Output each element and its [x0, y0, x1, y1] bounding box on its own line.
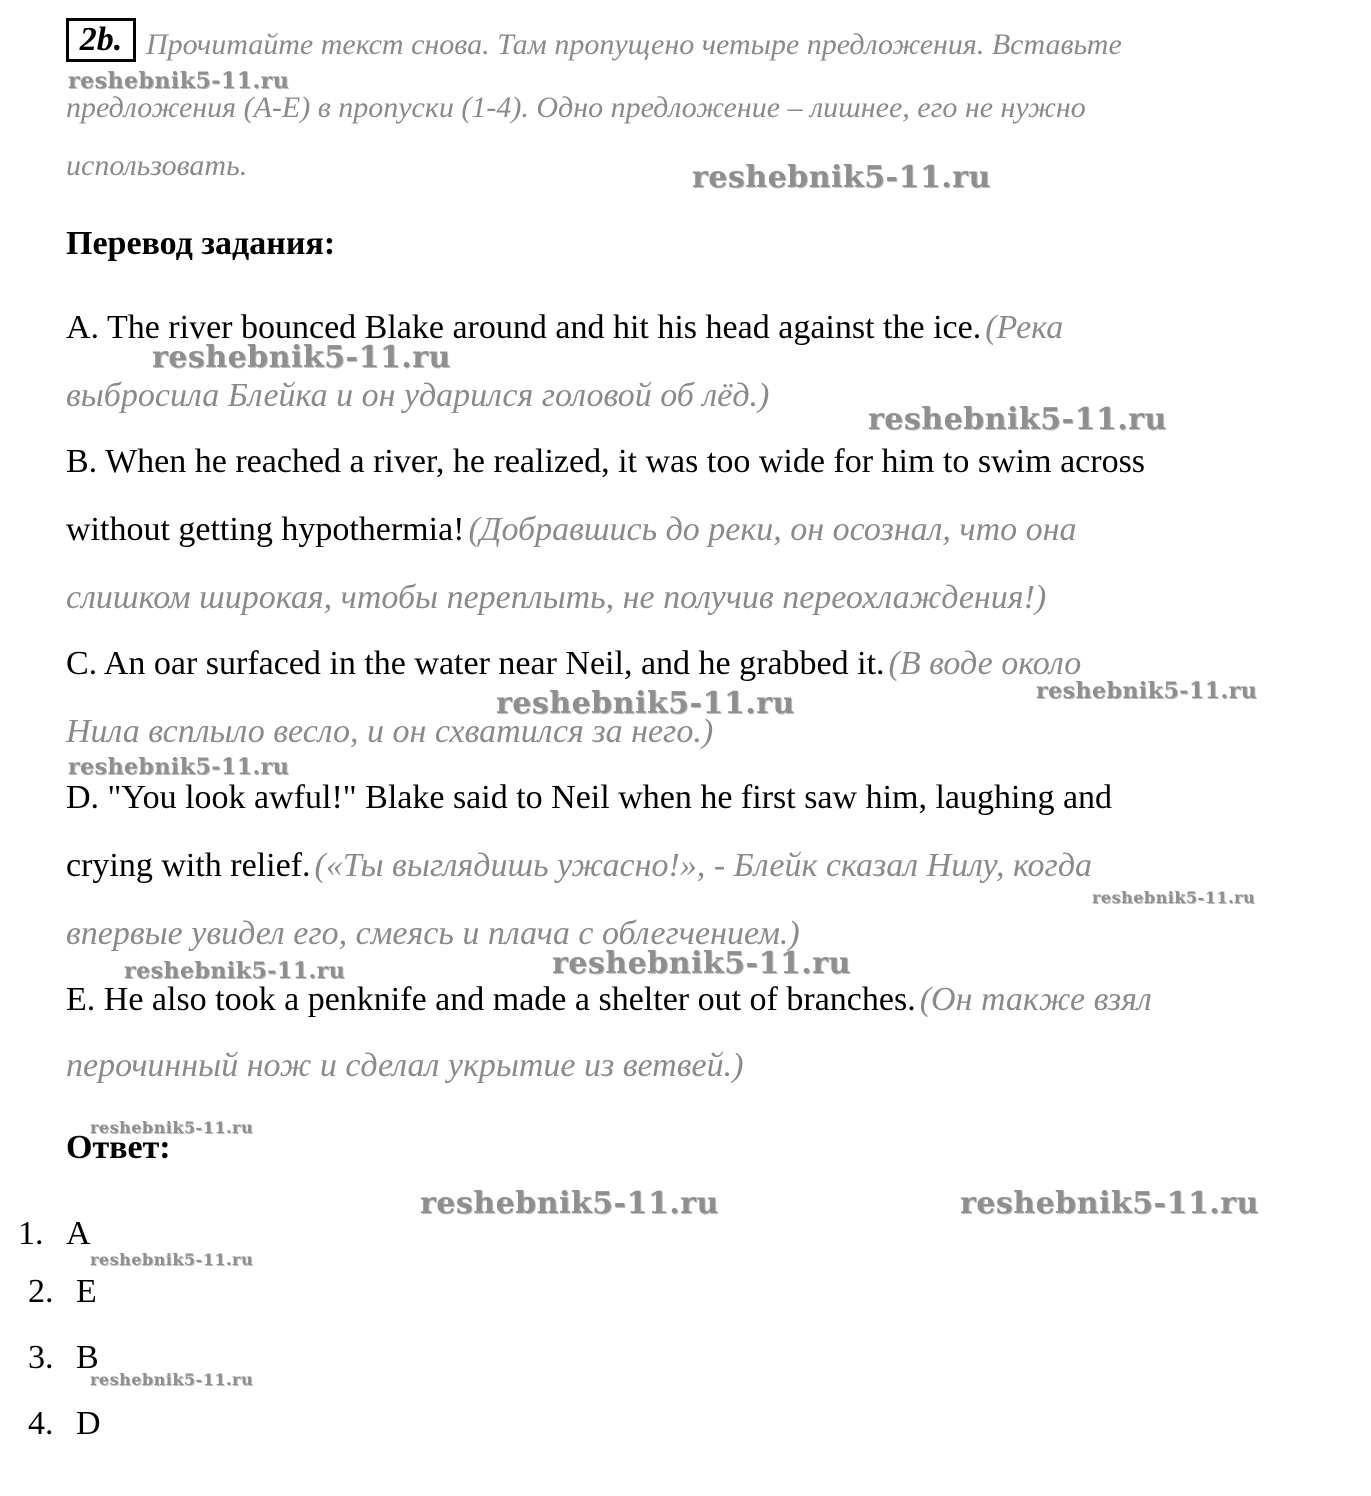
- watermark: reshebnik5-11.ru: [960, 1186, 1259, 1221]
- watermark: reshebnik5-11.ru: [152, 340, 451, 375]
- answer-number: 3.: [28, 1339, 54, 1376]
- item-b-russian-start: (Добравшись до реки, он осознал, что она: [468, 511, 1077, 548]
- item-b-english-2: without getting hypothermia!: [66, 511, 465, 548]
- answer-item: [28, 1404, 101, 1444]
- answer-value: D: [76, 1405, 101, 1442]
- item-a-english: A. The river bounced Blake around and hit his head against the ice.: [66, 309, 982, 346]
- item-e-russian-start: (Он также взял: [919, 981, 1152, 1018]
- watermark: reshebnik5-11.ru: [552, 946, 851, 981]
- instruction-line-3: использовать.: [66, 149, 248, 182]
- answer-item: [18, 1214, 91, 1254]
- item-d-english-1: D. "You look awful!" Blake said to Neil when he first saw him, laughing and: [66, 779, 1113, 816]
- watermark: reshebnik5-11.ru: [496, 686, 795, 721]
- answer-value: E: [76, 1273, 97, 1310]
- item-e-line-1: [66, 980, 1152, 1020]
- answer-value: A: [66, 1215, 91, 1252]
- instruction-line-2: предложения (A-E) в пропуски (1-4). Одно предложение – лишнее, его не нужно: [66, 91, 1086, 124]
- item-c-line-1: [66, 644, 1081, 684]
- watermark: reshebnik5-11.ru: [90, 1118, 254, 1137]
- instruction-line-1: Прочитайте текст снова. Там пропущено четыре предложения. Вставьте: [146, 28, 1122, 61]
- item-c-english: C. An oar surfaced in the water near Neil, and he grabbed it.: [66, 645, 885, 682]
- translation-heading: Перевод задания:: [66, 225, 336, 262]
- item-a-russian: выбросила Блейка и он ударился головой об лёд.): [66, 377, 770, 414]
- item-d-english-2: crying with relief.: [66, 847, 311, 884]
- item-b-english-1: B. When he reached a river, he realized, it was too wide for him to swim across: [66, 443, 1146, 480]
- answer-number: 1.: [18, 1215, 44, 1252]
- item-b-line-2: [66, 510, 1077, 550]
- task-number-badge: 2b.: [66, 18, 136, 62]
- item-d-russian: впервые увидел его, смеясь и плача с облегчением.): [66, 915, 800, 952]
- answer-number: 2.: [28, 1273, 54, 1310]
- watermark: reshebnik5-11.ru: [1036, 678, 1258, 704]
- item-e-english: E. He also took a penknife and made a shelter out of branches.: [66, 981, 916, 1018]
- watermark: reshebnik5-11.ru: [68, 754, 290, 780]
- watermark: reshebnik5-11.ru: [90, 1250, 254, 1269]
- watermark: reshebnik5-11.ru: [68, 68, 290, 94]
- watermark: reshebnik5-11.ru: [868, 402, 1167, 437]
- watermark: reshebnik5-11.ru: [90, 1370, 254, 1389]
- item-e-russian: перочинный нож и сделал укрытие из ветвей.): [66, 1047, 744, 1084]
- watermark: reshebnik5-11.ru: [420, 1186, 719, 1221]
- watermark: reshebnik5-11.ru: [692, 160, 991, 195]
- answer-number: 4.: [28, 1405, 54, 1442]
- answer-item: [28, 1272, 97, 1312]
- item-d-line-2: [66, 846, 1092, 886]
- watermark: reshebnik5-11.ru: [1092, 888, 1256, 907]
- answer-value: B: [76, 1339, 99, 1376]
- answer-item: [28, 1338, 99, 1378]
- answer-heading: Ответ:: [66, 1129, 171, 1166]
- item-d-russian-start: («Ты выглядишь ужасно!», - Блейк сказал Нилу, когда: [314, 847, 1093, 884]
- item-a-russian-start: (Река: [985, 309, 1064, 346]
- item-c-russian-start: (В воде около: [888, 645, 1082, 682]
- item-b-russian: слишком широкая, чтобы переплыть, не получив переохлаждения!): [66, 579, 1047, 616]
- watermark: reshebnik5-11.ru: [124, 958, 346, 984]
- item-c-russian: Нила всплыло весло, и он схватился за него.): [66, 713, 714, 750]
